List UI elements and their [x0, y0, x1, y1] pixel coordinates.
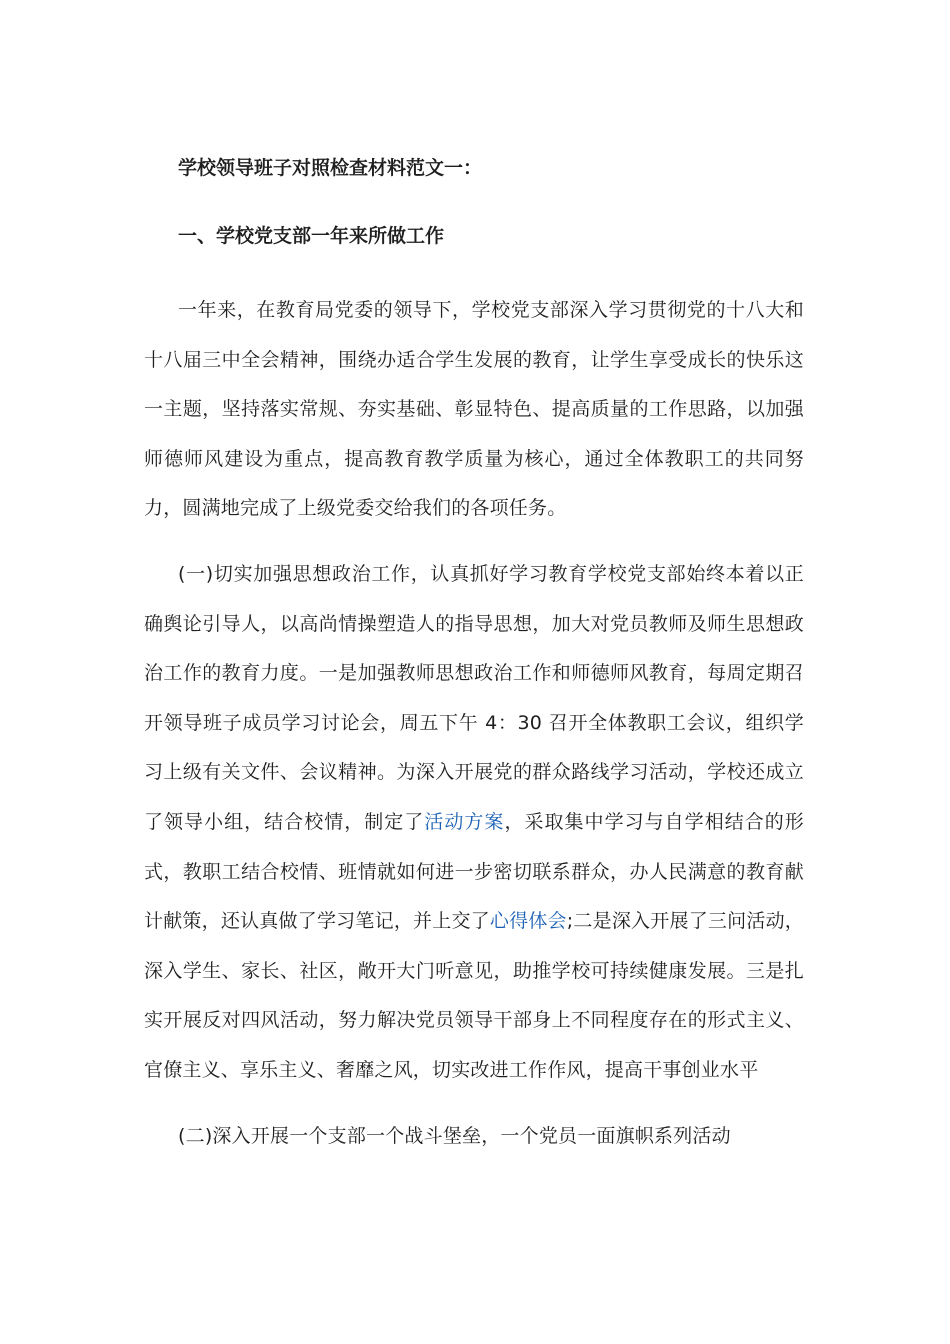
part2-heading: (二)深入开展一个支部一个战斗堡垒，一个党员一面旗帜系列活动: [178, 1124, 731, 1147]
experience-link[interactable]: 心得体会: [489, 910, 567, 933]
part1-text-end: ;二是深入开展了三问活动，深入学生、家长、社区，敞开大门听意见，助推学校可持续健康发展。三是扎实开展反对四风活动，努力解决党员领导干部身上不同程度存在的形式主义、官僚主义、享乐主义、奢靡之风，切实改进工作作风，提高干事创业水平: [144, 910, 804, 1081]
activity-plan-link[interactable]: 活动方案: [424, 810, 505, 833]
part1-text-middle: ，采取集中学习与自学相结合的形式，教职工结合校情、班情就如何进一步密切联系群众，办人民满意的教育献计献策，还认真做了学习笔记，并上交了: [144, 810, 804, 933]
document-title: 学校领导班子对照检查材料范文一：: [178, 157, 483, 179]
intro-paragraph: 一年来，在教育局党委的领导下，学校党支部深入学习贯彻党的十八大和十八届三中全会精神，围绕办适合学生发展的教育，让学生享受成长的快乐这一主题，坚持落实常规、夯实基础、彰显特色、提高质量的工作思路，以加强师德师风建设为重点，提高教育教学质量为核心，通过全体教职工的共同努力，圆满地完成了上级党委交给我们的各项任务。: [144, 299, 804, 520]
part1-paragraph: [144, 550, 804, 1096]
part1-text-start: (一)切实加强思想政治工作，认真抓好学习教育学校党支部始终本着以正确舆论引导人，以高尚情操塑造人的指导思想，加大对党员教师及师生思想政治工作的教育力度。一是加强教师思想政治工作和师德师风教育，每周定期召开领导班子成员学习讨论会，周五下午 4：30 召开全体教职工会议，组织学习上级有关文件、会议精神。为深入开展党的群众路线学习活动，学校还成立了领导小组，结合校情，制定了: [144, 562, 804, 833]
document-body: [144, 150, 804, 1177]
section-heading: 一、学校党支部一年来所做工作: [178, 225, 445, 247]
